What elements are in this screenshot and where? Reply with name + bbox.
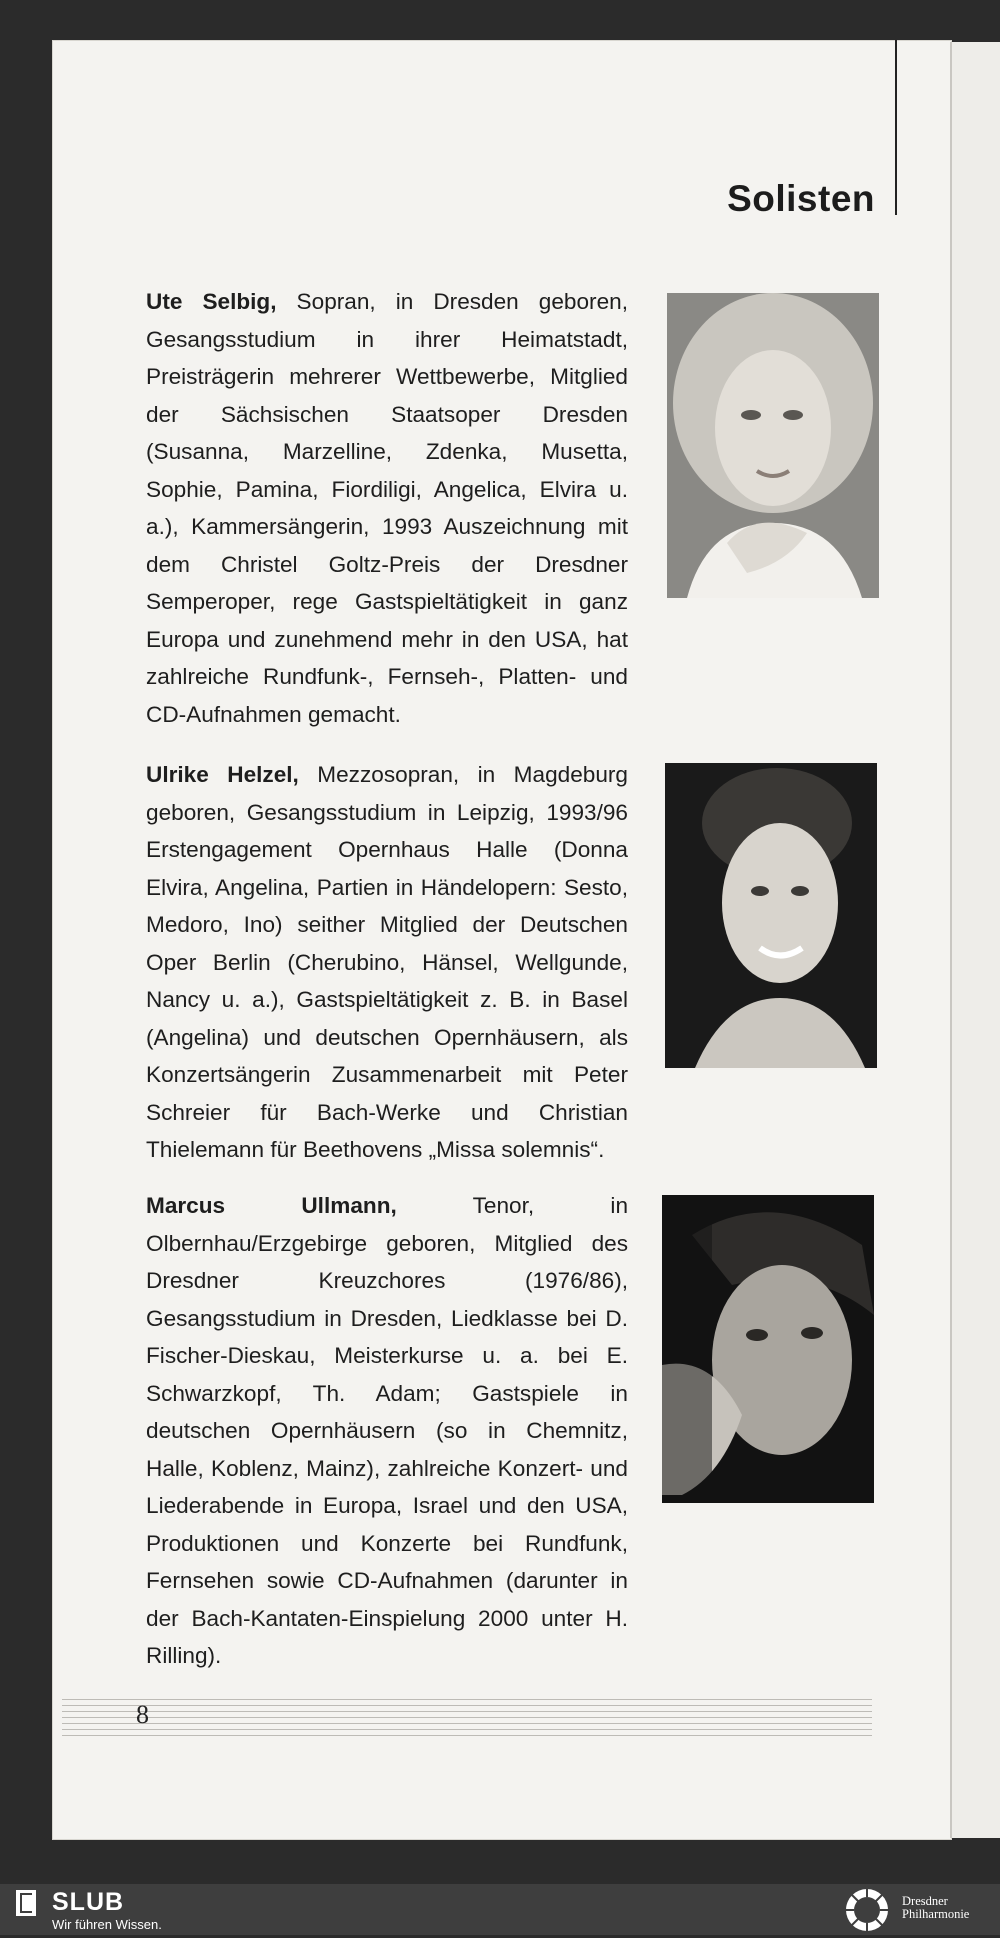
orchestra-name (902, 1895, 969, 1921)
soloist-description: Sopran, in Dresden geboren, Gesangsstudium in ihrer Heimatstadt, Preisträgerin mehrerer Wettbewerbe, Mitglied der Sächsischen Staatsoper Dresden (Susanna, Marzelline, Zdenka, Musetta, Sophie, Pamina, Fiordiligi, Angelica, Elvira u. a.), Kammersängerin, 1993 Auszeichnung mit dem Christel Goltz-Preis der Dresdner Semperoper, rege Gastspieltätigkeit in ganz Europa und zunehmend mehr in den USA, hat zahlreiche Rundfunk-, Fernseh-, Platten- und CD-Aufnahmen gemacht. (146, 289, 628, 727)
footer-rule (62, 1717, 872, 1718)
footer-rule (62, 1699, 872, 1700)
page-number: 8 (136, 1700, 149, 1729)
next-page-edge (950, 42, 1000, 1838)
footer-rule (62, 1723, 872, 1724)
soloist-photo (665, 763, 877, 1068)
slub-logo-icon[interactable] (16, 1890, 36, 1916)
soloist-bio (146, 1187, 628, 1675)
library-name[interactable]: SLUB (52, 1888, 125, 1916)
page-edge-line (895, 40, 897, 215)
library-tagline: Wir führen Wissen. (52, 1917, 162, 1932)
soloist-description: Mezzosopran, in Magdeburg geboren, Gesangsstudium in Leipzig, 1993/96 Erstengagement Opernhaus Halle (Donna Elvira, Angelina, Partien in Händelopern: Sesto, Medoro, Ino) seither Mitglied der Deutschen Oper Berlin (Cherubino, Hänsel, Wellgunde, Nancy u. a.), Gastspieltätigkeit z. B. in Basel (Angelina) und deutschen Opernhäusern, als Konzertsängerin Zusammenarbeit mit Peter Schreier für Bach-Werke und Christian Thielemann für Beethovens „Missa solemnis“. (146, 762, 628, 1162)
footer-rule (62, 1705, 872, 1706)
soloist-name: Marcus Ullmann, (146, 1193, 397, 1218)
soloist-name: Ulrike Helzel, (146, 762, 299, 787)
soloist-description: Tenor, in Olbernhau/Erzgebirge geboren, Mitglied des Dresdner Kreuzchores (1976/86), Gesangsstudium in Dresden, Liedklasse bei D. Fischer-Dieskau, Meisterkurse u. a. bei E. Schwarzkopf, Th. Adam; Gastspiele in deutschen Opernhäusern (so in Chemnitz, Halle, Koblenz, Mainz), zahlreiche Konzert- und Liederabende in Europa, Israel und den USA, Produktionen und Konzerte bei Rundfunk, Fernsehen sowie CD-Aufnahmen (darunter in der Bach-Kantaten-Einspielung 2000 unter H. Rilling). (146, 1193, 629, 1668)
footer-rule (62, 1711, 872, 1712)
footer-rule (62, 1735, 872, 1736)
footer-rule (62, 1729, 872, 1730)
soloist-photo (667, 293, 879, 598)
soloist-name: Ute Selbig, (146, 289, 277, 314)
orchestra-name-line1: Dresdner (902, 1894, 948, 1908)
soloist-photo (662, 1195, 874, 1503)
page-title: Solisten (727, 178, 875, 219)
soloist-bio (146, 756, 628, 1169)
orchestra-logo-icon[interactable] (842, 1887, 892, 1933)
orchestra-name-line2: Philharmonie (902, 1907, 970, 1921)
soloist-bio (146, 283, 628, 733)
